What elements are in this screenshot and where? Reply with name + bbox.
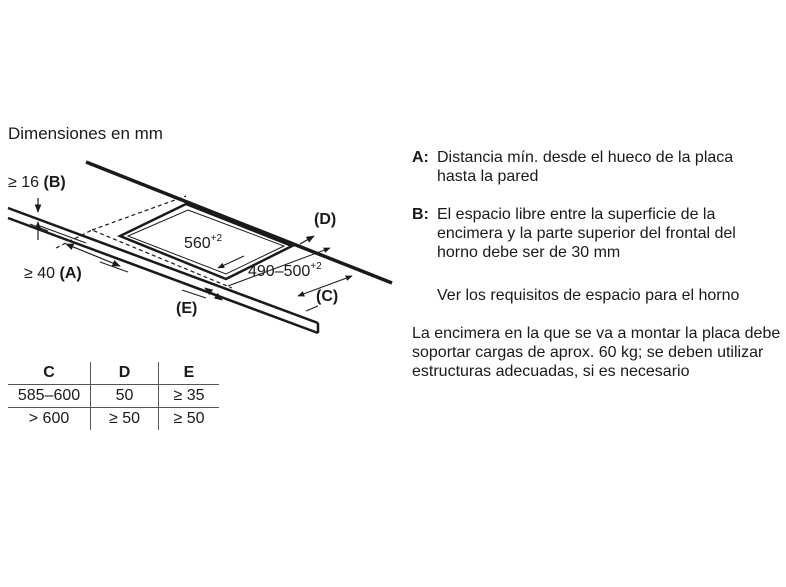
table-header: C (43, 364, 55, 381)
label-b (8, 175, 66, 191)
table-header: E (159, 362, 220, 385)
dim-e-line (205, 288, 222, 300)
note-b (412, 205, 782, 262)
note-b-text: El espacio libre entre la superficie de la encimera y la parte superior del frontal del horno debe ser de 30 mm (437, 206, 736, 261)
dim-d-line (300, 236, 314, 244)
table-cell: 50 (91, 385, 159, 408)
label-d-key: (D) (314, 211, 337, 228)
note-a-text: Distancia mín. desde el hueco de la placa hasta la pared (437, 149, 734, 185)
label-depth (248, 261, 322, 280)
width-value: 560 (184, 235, 211, 252)
depth-value: 490–500 (248, 263, 311, 280)
table-cell: > 600 (28, 410, 70, 427)
label-a-key: (A) (59, 265, 82, 282)
table-cell: ≥ 35 (159, 385, 220, 408)
width-tolerance: +2 (210, 233, 223, 244)
oven-dashed-back (92, 196, 186, 230)
label-b-key: (B) (43, 174, 66, 191)
dimensions-table (8, 362, 219, 430)
load-note: La encimera en la que se va a montar la placa debe soportar cargas de aprox. 60 kg; se deben utilizar estructuras adecuadas, si es necesario (412, 325, 781, 380)
note-a (412, 148, 782, 186)
label-d (314, 212, 336, 228)
table-row (8, 408, 219, 431)
label-c (316, 289, 338, 305)
table-row (8, 385, 219, 408)
label-e (176, 301, 197, 317)
table-cell: ≥ 50 (91, 408, 159, 431)
table-cell: 585–600 (8, 385, 91, 408)
table-cell: ≥ 50 (159, 408, 220, 431)
label-width (184, 233, 223, 252)
dim-depth-line (218, 256, 244, 268)
depth-tolerance: +2 (310, 261, 322, 272)
label-a (24, 266, 82, 282)
note-b-key: B: (412, 206, 429, 223)
oven-note: Ver los requisitos de espacio para el horno (437, 287, 740, 304)
label-e-key: (E) (176, 300, 198, 317)
label-a-value: ≥ 40 (24, 265, 56, 282)
note-a-key: A: (412, 149, 429, 166)
label-c-key: (C) (316, 288, 339, 305)
table-header: D (91, 362, 159, 385)
notes-panel (412, 148, 782, 381)
table-header-row (8, 362, 219, 385)
label-b-value: ≥ 16 (8, 174, 40, 191)
page-title: Dimensiones en mm (8, 124, 163, 143)
